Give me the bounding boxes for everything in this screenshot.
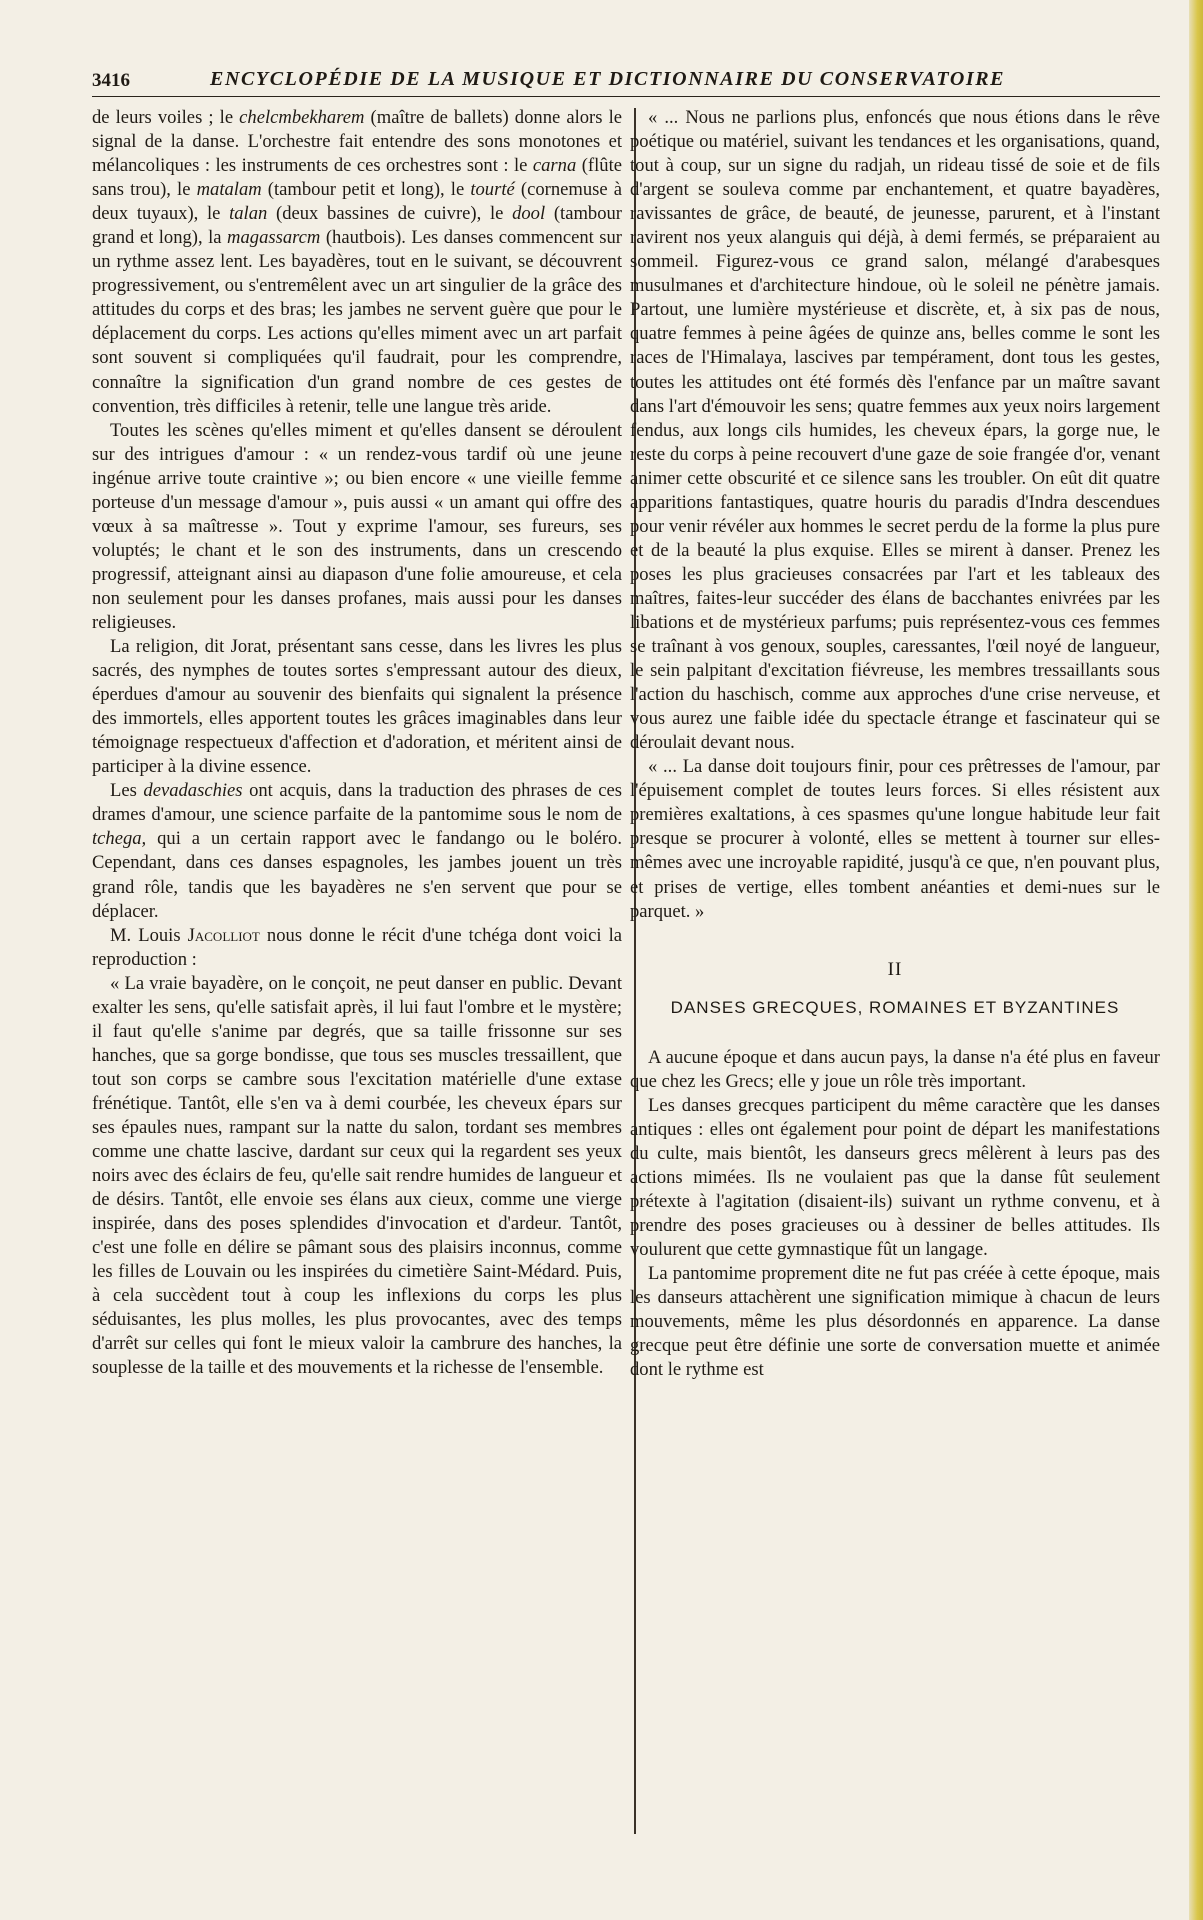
paragraph: Les devadaschies ont acquis, dans la traduction des phrases de ces drames d'amour, une science parfaite de la pantomime sous le nom de tchega, qui a un certain rapport avec le fandango ou le boléro. Cependant, dans ces danses espagnoles, les jambes jouent un très grand rôle, tandis que les bayadères ne s'en servent que pour se déplacer.: [92, 780, 622, 922]
section-title: DANSES GRECQUES, ROMAINES ET BYZANTINES: [670, 997, 1120, 1017]
paragraph: M. Louis Jacolliot nous donne le récit d'une tchéga dont voici la reproduction :: [92, 924, 622, 970]
paragraph: de leurs voiles ; le chelcmbekharem (maître de ballets) donne alors le signal de la danse. L'orchestre fait entendre des sons monotones et mélancoliques : les instruments de ces orchestres sont : le carna (flûte sans trou), le matalam (tambour petit et long), le tourté (cornemuse à deux tuyaux), le talan (deux bassines de cuivre), le dool (tambour grand et long), la magassarcm (hautbois). Les danses commencent sur un rythme assez lent. Les bayadères, tout en le suivant, se découvrent progressivement, ou s'entremêlent avec un art singulier de la grâce des attitudes du corps et des bras; les jambes ne servent guère que pour le déplacement du corps. Les actions qu'elles miment avec un art parfait sont souvent si compliquées qu'il faudrait, pour les comprendre, connaître la signification d'un grand nombre de ces gestes de convention, très difficiles à retenir, telle une langue très aride.: [92, 107, 623, 417]
paragraph: « ... La danse doit toujours finir, pour ces prêtresses de l'amour, par l'épuisement complet de toutes leurs forces. Si elles résistent aux premières exaltations, à ces spasmes qu'une longue habitude leur fait presque se procurer à volonté, elles se mettent à tourner sur elles-mêmes avec une incroyable rapidité, jusqu'à ce que, n'en pouvant plus, et prises de vertige, elles tombent anéanties et demi-nues sur le parquet. »: [630, 756, 1160, 922]
paragraph: La pantomime proprement dite ne fut pas créée à cette époque, mais les danseurs attachèrent une signification mimique à chacun de leurs mouvements, même les plus désordonnés en apparence. La danse grecque peut être définie une sorte de conversation muette et animée dont le rythme est: [630, 1263, 1160, 1381]
running-title: ENCYCLOPÉDIE DE LA MUSIQUE ET DICTIONNAIRE DU CONSERVATOIRE: [210, 68, 1006, 90]
left-column: [92, 106, 622, 1380]
paragraph: La religion, dit Jorat, présentant sans cesse, dans les livres les plus sacrés, des nymphes de toutes sortes s'empressant autour des dieux, éperdues d'amour au souvenir des bienfaits qui signalent la présence des immortels, elles apportent toutes les grâces imaginables dans leur témoignage respectueux d'affection et d'adoration, et méritent ainsi de participer à la divine essence.: [92, 636, 622, 778]
page-edge: [1189, 0, 1203, 1920]
page-number: 3416: [92, 70, 130, 91]
right-column: [630, 106, 1160, 1382]
paragraph: « La vraie bayadère, on le conçoit, ne peut danser en public. Devant exalter les sens, qu'elle satisfait après, il lui faut l'ombre et le mystère; il faut qu'elle s'anime par degrés, que sa taille frissonne sur ses hanches, que sa gorge bondisse, que tous ses muscles tressaillent, que tout son corps se cambre sous l'excitation matérielle d'une extase frénétique. Tantôt, elle s'en va à demi courbée, les cheveux épars sur ses épaules nues, rampant sur la natte du salon, tordant ses membres comme une chatte lascive, dardant sur ceux qui la regardent ses yeux noirs avec des éclairs de feu, qu'elle sait rendre humides de langueur et de désirs. Tantôt, elle envoie ses élans aux cieux, comme une vierge inspirée, dans des poses splendides d'invocation et d'ardeur. Tantôt, c'est une folle en délire se pâmant sous des plaisirs inconnus, comme les filles de Louvain ou les inspirées du cimetière Saint-Médard. Puis, à cela succèdent tout à coup les inflexions du corps les plus séduisantes, les plus molles, les plus provocantes, avec des temps d'arrêt sur celles qui font le mieux valoir la cambrure des hanches, la souplesse de la taille et des mouvements et la richesse de l'ensemble.: [92, 972, 622, 1379]
running-head: [92, 68, 1160, 97]
paragraph: « ... Nous ne parlions plus, enfoncés que nous étions dans le rêve poétique ou matériel, suivant les tendances et les organisations, quand, tout à coup, sur un signe du radjah, un rideau tissé de soie et de fils d'argent se souleva comme par enchantement, et quatre bayadères, ravissantes de grâce, de beauté, de jeunesse, parurent, et à l'instant ravirent nos yeux alanguis qui déjà, à demi fermés, se préparaient au sommeil. Figurez-vous ce grand salon, mélangé d'arabesques musulmanes et d'architecture hindoue, où le soleil ne pénètre jamais. Partout, une lumière mystérieuse et discrète, et, à six pas de nous, quatre femmes à peine âgées de quinze ans, belles comme le sont les races de l'Himalaya, lascives par tempérament, dont tous les gestes, toutes les attitudes ont été formés dès l'enfance par un maître savant dans l'art d'émouvoir les sens; quatre femmes aux yeux noirs largement fendus, aux longs cils humides, les cheveux épars, la gorge nue, le reste du corps à peine recouvert d'une gaze de soie frangée d'or, venant animer cette obscurité et ce silence sans les troubler. On eût dit quatre apparitions fantastiques, quatre houris du paradis d'Indra descendues pour venir révéler aux hommes le secret perdu de la forme la plus pure et de la beauté la plus exquise. Elles se mirent à danser. Prenez les poses les plus gracieuses consacrées par l'art et les tableaux des maîtres, faites-leur succéder des élans de bacchantes enivrées par les libations et de mystérieux parfums; puis représentez-vous ces femmes se traînant à vos genoux, souples, caressantes, l'œil noyé de langueur, le sein palpitant d'excitation fiévreuse, les membres tressaillants sous l'action du haschisch, comme aux approches d'une crise nerveuse, et vous aurez une faible idée du spectacle étrange et fascinateur qui se déroulait devant nous.: [630, 107, 1160, 754]
paragraph: Les danses grecques participent du même caractère que les danses antiques : elles ont également pour point de départ les manifestations du culte, mais bientôt, les danseurs grecs mêlèrent à leurs pas des actions mimées. Ils ne voulaient pas que la danse fût seulement prétexte à l'agitation (disaient-ils) suivant un rythme convenu, et à prendre des poses gracieuses ou à dessiner de belles attitudes. Ils voulurent que cette gymnastique fût un langage.: [630, 1094, 1160, 1261]
paragraph: A aucune époque et dans aucun pays, la danse n'a été plus en faveur que chez les Grecs; elle y joue un rôle très important.: [630, 1046, 1160, 1092]
section-number: II: [887, 958, 903, 980]
paragraph: Toutes les scènes qu'elles miment et qu'elles dansent se déroulent sur des intrigues d'amour : « un rendez-vous tardif où une jeune ingénue arrive toute craintive »; ou bien encore « une vieille femme porteuse d'un message d'amour », puis aussi « un amant qui offre des vœux à sa maîtresse ». Tout y exprime l'amour, ses fureurs, ses voluptés; le chant et le son des instruments, dans un crescendo progressif, atteignant ainsi au diapason d'une folie amoureuse, et cela non seulement pour les danses profanes, mais aussi pour les danses religieuses.: [92, 419, 622, 633]
